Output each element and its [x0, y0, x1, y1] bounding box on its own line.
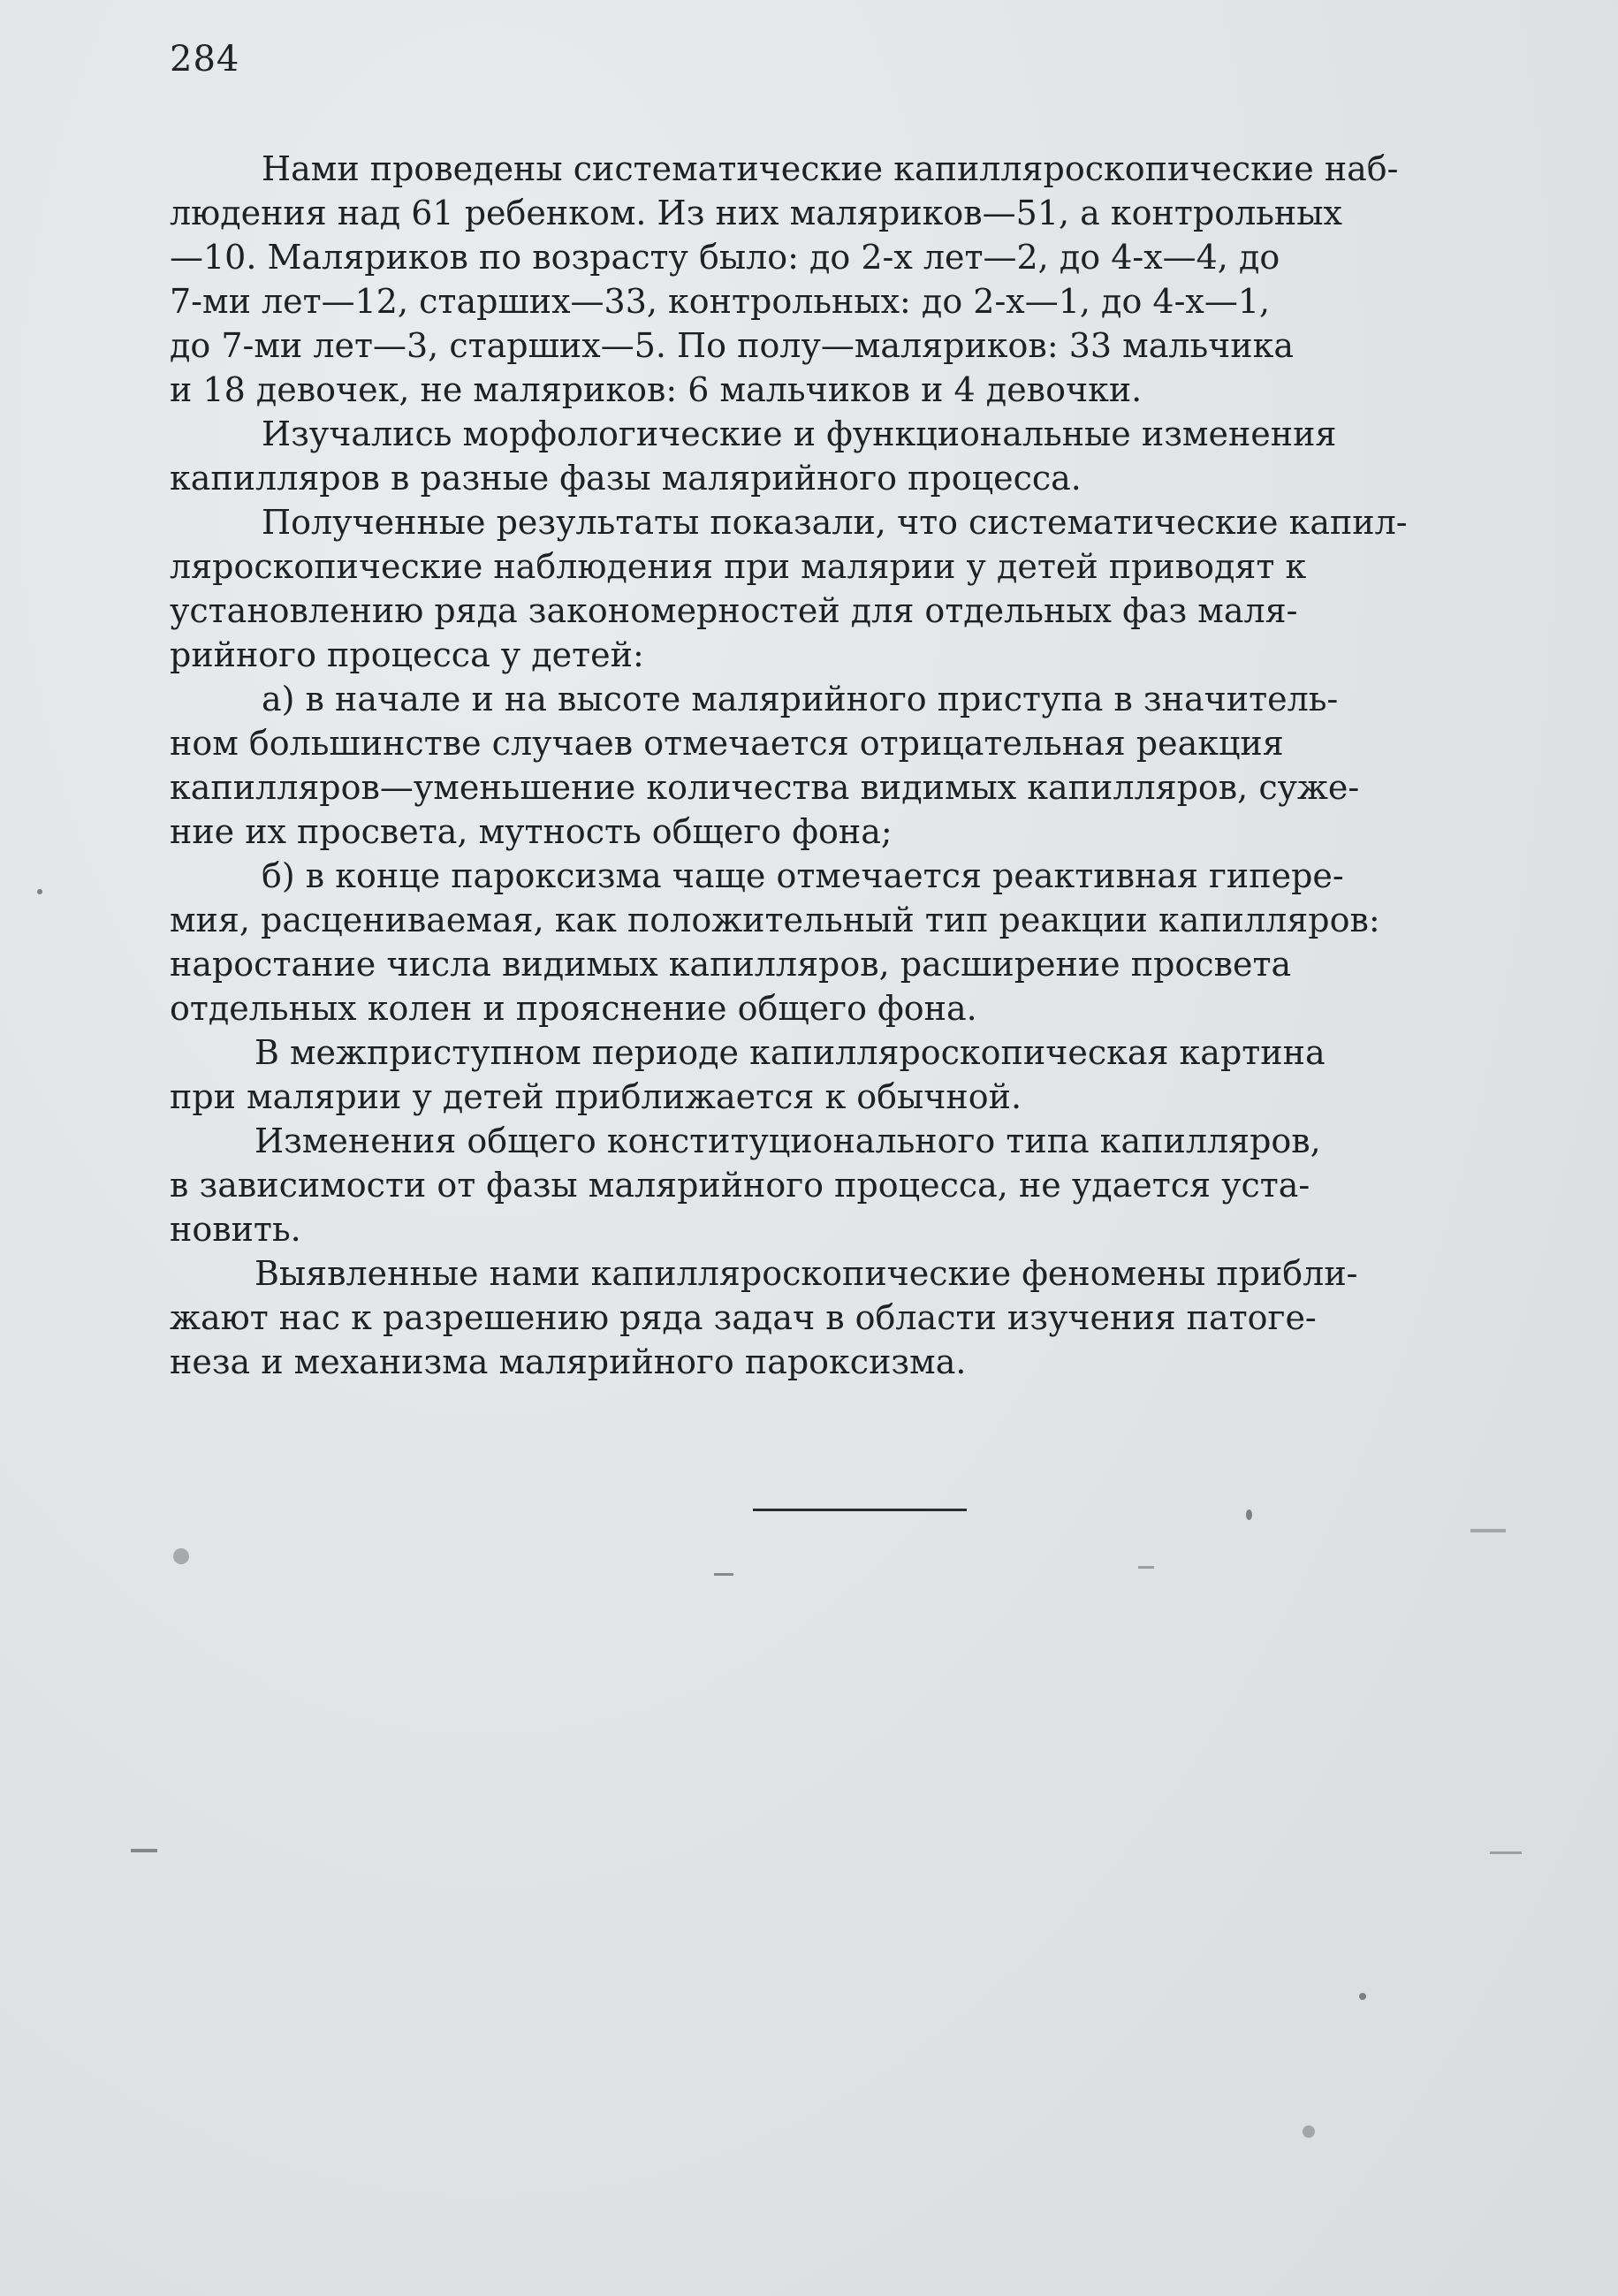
text-line: неза и механизма малярийного пароксизма.: [170, 1342, 967, 1381]
text-line: новить.: [170, 1210, 301, 1249]
text-line: б) в конце пароксизма чаще отмечается реактивная гипере-: [262, 856, 1344, 895]
text-line: Изучались морфологические и функциональные изменения: [262, 414, 1337, 453]
text-line: а) в начале и на высоте малярийного приступа в значитель-: [262, 680, 1339, 718]
text-line: наростание числа видимых капилляров, расширение просвета: [170, 945, 1292, 984]
paper-speck: [1359, 1993, 1366, 2000]
paper-speck: [173, 1548, 189, 1564]
text-line: ном большинстве случаев отмечается отрицательная реакция: [170, 724, 1284, 763]
paper-mark: [1490, 1851, 1522, 1854]
text-line: в зависимости от фазы малярийного процесса, не удается уста-: [170, 1166, 1310, 1205]
text-line: ние их просвета, мутность общего фона;: [170, 812, 893, 851]
paper-mark: [1470, 1529, 1506, 1532]
text-line: капилляров в разные фазы малярийного процесса.: [170, 459, 1082, 498]
paper-mark: [131, 1849, 157, 1852]
paper-mark: [714, 1573, 733, 1576]
page-number: 284: [170, 39, 240, 80]
text-line: Полученные результаты показали, что систематические капил-: [262, 503, 1408, 542]
text-line: мия, расцениваемая, как положительный тип реакции капилляров:: [170, 901, 1380, 939]
text-line: установлению ряда закономерностей для отдельных фаз маля-: [170, 591, 1298, 630]
text-line: людения над 61 ребенком. Из них маляриков—51, а контрольных: [170, 194, 1342, 232]
text-line: рийного процесса у детей:: [170, 635, 644, 674]
text-line: Изменения общего конституционального типа капилляров,: [254, 1121, 1321, 1160]
text-line: и 18 девочек, не маляриков: 6 мальчиков и 4 девочки.: [170, 370, 1143, 409]
paper-speck: [1303, 2125, 1315, 2138]
text-line: Выявленные нами капилляроскопические феномены прибли-: [254, 1254, 1358, 1293]
text-line: —10. Маляриков по возрасту было: до 2-х лет—2, до 4-х—4, до: [170, 238, 1280, 277]
text-line: капилляров—уменьшение количества видимых капилляров, суже-: [170, 768, 1360, 807]
paper-speck: [37, 889, 42, 894]
text-line: В межприступном периоде капилляроскопическая картина: [254, 1033, 1326, 1072]
text-line: до 7-ми лет—3, старших—5. По полу—маляриков: 33 мальчика: [170, 326, 1295, 365]
text-line: жают нас к разрешению ряда задач в области изучения патоге-: [170, 1298, 1317, 1337]
text-line: при малярии у детей приближается к обычной.: [170, 1077, 1022, 1116]
paper-mark: [1138, 1566, 1154, 1569]
text-line: 7-ми лет—12, старших—33, контрольных: до 2-х—1, до 4-х—1,: [170, 282, 1271, 321]
text-line: ляроскопические наблюдения при малярии у детей приводят к: [170, 547, 1307, 586]
section-separator: [753, 1509, 967, 1511]
paper-speck: [1246, 1509, 1252, 1520]
text-line: Нами проведены систематические капилляроскопические наб-: [262, 149, 1399, 188]
text-line: отдельных колен и прояснение общего фона.: [170, 989, 977, 1028]
